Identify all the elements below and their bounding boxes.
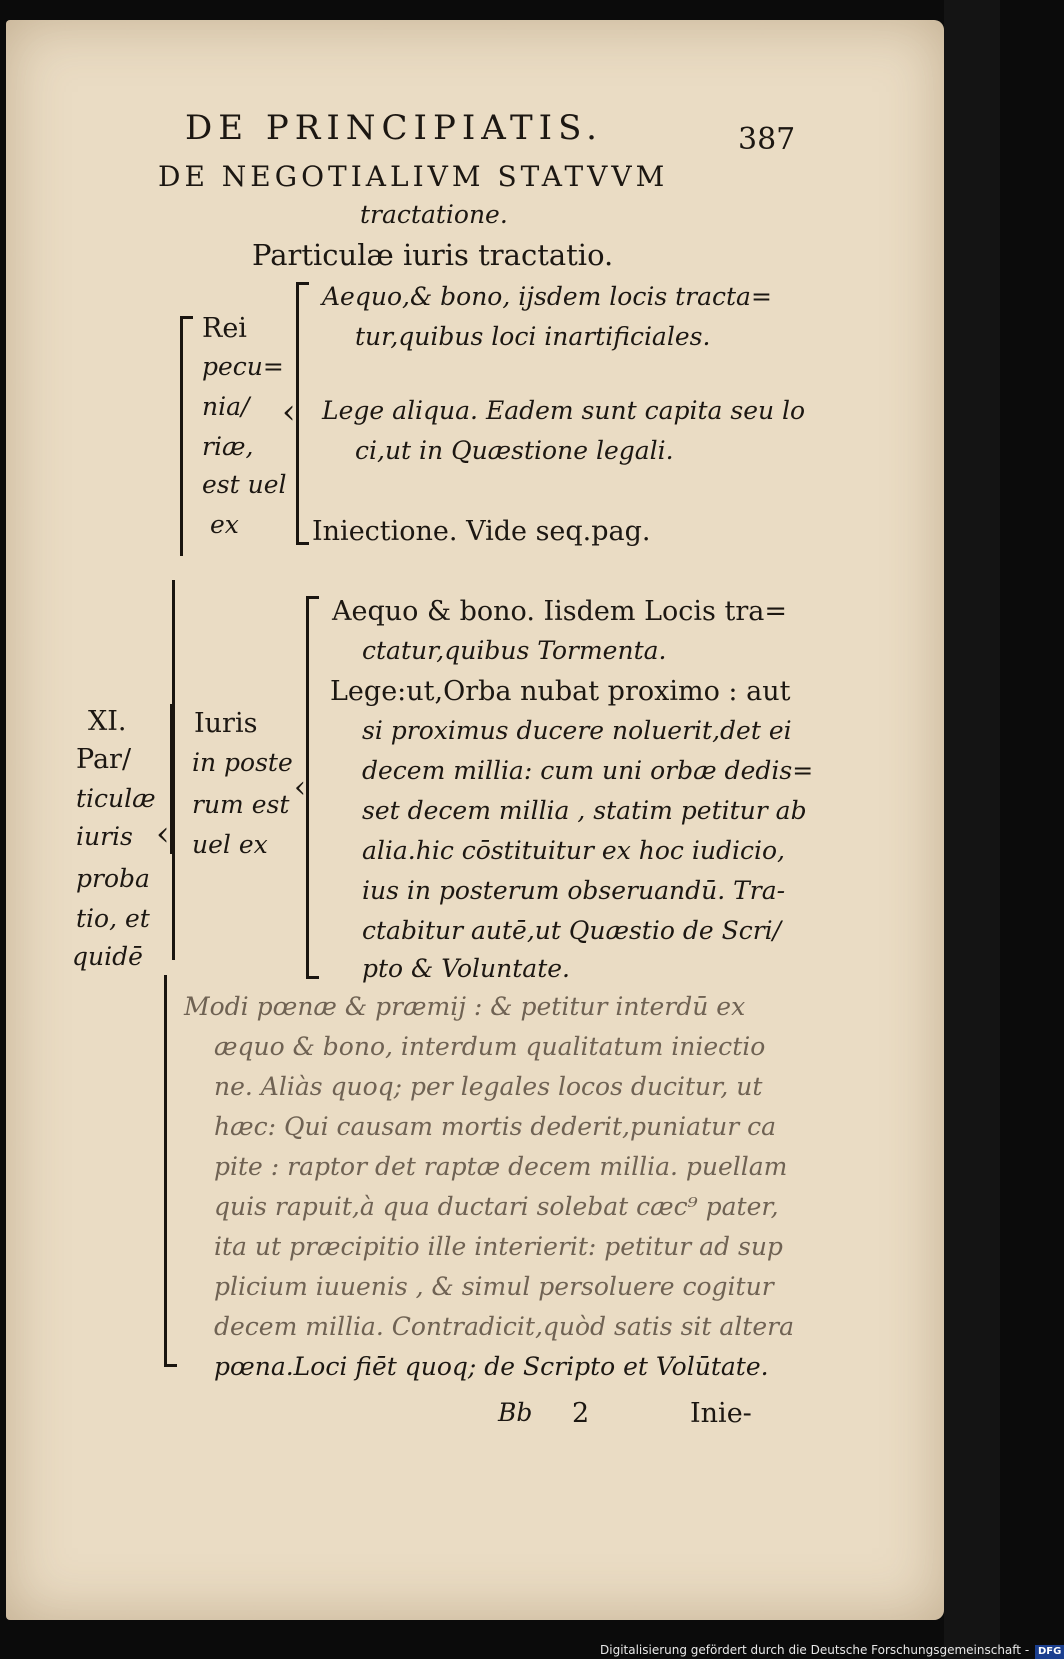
text-line: si proximus ducere noluerit,det ei [362, 716, 792, 745]
text-line: decem millia: cum uni orbæ dedis= [362, 756, 814, 785]
dfg-logo: DFG [1035, 1645, 1064, 1659]
signature-number: 2 [572, 1398, 590, 1429]
section-numeral: XI. [88, 706, 127, 737]
label-line: Iuris [194, 708, 258, 739]
text-line: Iniectione. Vide seq.pag. [312, 516, 651, 547]
digitization-footer [600, 1641, 1064, 1659]
text-line: pite : raptor det raptæ decem millia. puellam [214, 1152, 788, 1181]
label-line: Rei [202, 313, 247, 344]
text-line: ctatur,quibus Tormenta. [362, 636, 667, 665]
text-line: ita ut præcipitio ille interierit: petitur ad sup [214, 1232, 783, 1261]
brace-line [296, 282, 299, 542]
margin-line: Par/ [76, 744, 132, 775]
label-line: ex [210, 510, 239, 539]
text-line: pœna.Loci fiēt quoq; de Scripto et Volūtate. [214, 1352, 769, 1381]
brace-bottom [306, 962, 319, 979]
label-line: est uel [202, 470, 287, 499]
text-line: Lege aliqua. Eadem sunt capita seu lo [322, 396, 806, 425]
brace-point: ‹ [156, 814, 170, 854]
chapter-title-continued: tractatione. [360, 200, 508, 229]
text-line: Lege:ut,Orba nubat proximo : aut [330, 676, 791, 707]
text-line: pto & Voluntate. [362, 954, 570, 983]
brace-point: ‹ [282, 392, 296, 432]
text-line: Aequo & bono. Iisdem Locis tra= [332, 596, 787, 627]
bracket-line [164, 975, 167, 1363]
footer-text: Digitalisierung gefördert durch die Deutsche Forschungsgemeinschaft - [600, 1643, 1030, 1657]
running-head: DE PRINCIPIATIS. [185, 108, 603, 148]
text-line: ctabitur autē,ut Quæstio de Scri/ [362, 916, 782, 945]
text-line: set decem millia , statim petitur ab [362, 796, 807, 825]
text-line: decem millia. Contradicit,quòd satis sit altera [214, 1312, 794, 1341]
chapter-title: DE NEGOTIALIVM STATVVM [158, 160, 669, 193]
bracket-bottom [164, 1350, 177, 1367]
brace-line [306, 596, 309, 976]
label-line: pecu= [202, 352, 284, 381]
label-line: in poste [192, 748, 293, 777]
bracket-line [180, 316, 183, 556]
brace-point: ‹ [294, 770, 306, 805]
text-line: Modi pœnæ & præmij : & petitur interdū ex [184, 992, 746, 1021]
signature-mark: Bb [498, 1398, 533, 1427]
label-line: riæ, [202, 432, 254, 461]
margin-line: proba [76, 864, 150, 893]
text-line: ci,ut in Quæstione legali. [355, 436, 674, 465]
text-line: quis rapuit,à qua ductari solebat cæc⁹ pater, [214, 1192, 779, 1221]
label-line: rum est [192, 790, 290, 819]
margin-line: tio, et [76, 904, 150, 933]
text-line: hæc: Qui causam mortis dederit,puniatur ca [214, 1112, 777, 1141]
page-number: 387 [738, 122, 796, 157]
margin-line: ticulæ [76, 784, 156, 813]
catchword: Inie- [690, 1398, 752, 1429]
text-line: plicium iuuenis , & simul persoluere cogitur [214, 1272, 774, 1301]
brace-bottom [296, 528, 309, 545]
margin-line: quidē [72, 942, 143, 971]
book-spine [944, 0, 1000, 1659]
label-line: nia/ [202, 392, 250, 421]
text-line: Aequo,& bono, ijsdem locis tracta= [322, 282, 772, 311]
label-line: uel ex [192, 830, 268, 859]
text-line: ne. Aliàs quoq; per legales locos ducitur, ut [214, 1072, 763, 1101]
section-subtitle: Particulæ iuris tractatio. [252, 238, 614, 272]
text-line: ius in posterum obseruandū. Tra- [362, 876, 786, 905]
text-line: alia.hic cōstituitur ex hoc iudicio, [362, 836, 785, 865]
margin-line: iuris [76, 822, 133, 851]
bracket-line [170, 704, 173, 854]
text-line: æquo & bono, interdum qualitatum iniectio [214, 1032, 766, 1061]
text-line: tur,quibus loci inartificiales. [355, 322, 711, 351]
